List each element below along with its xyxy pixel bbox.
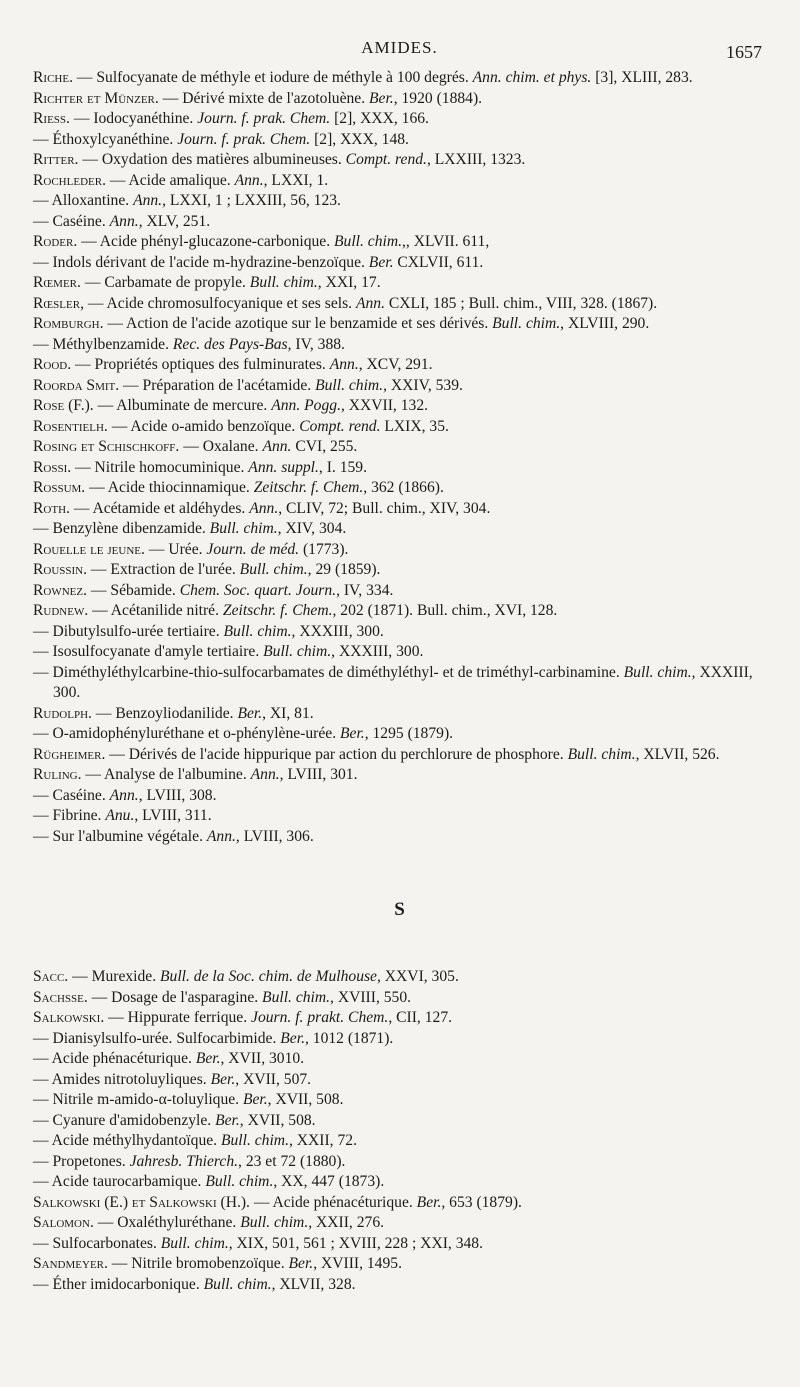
bibliography-entry <box>33 1070 766 1091</box>
entry-journal: Journ. de méd. <box>206 540 300 558</box>
bibliography-entry <box>33 212 766 233</box>
entry-title: — Nitrile bromobenzoïque. <box>107 1255 289 1272</box>
entry-title: — Oxalane. <box>179 438 263 455</box>
entry-journal: Ber. <box>237 704 263 722</box>
entry-journal: Ann. <box>355 294 385 312</box>
entry-title: — Acide méthylhydantoïque. <box>33 1132 221 1149</box>
entry-journal: Ber. <box>288 1255 314 1272</box>
bibliography-entry <box>33 191 766 212</box>
bibliography-entry <box>33 988 766 1009</box>
entry-journal: Ber. <box>215 1111 240 1129</box>
entry-author: Riche. <box>33 69 73 86</box>
bibliography-entry <box>33 253 766 274</box>
entry-author: Sacc. <box>33 968 69 985</box>
entry-reference: , LXXIII, 1323. <box>426 151 526 168</box>
entry-author: Roder. <box>33 233 78 250</box>
bibliography-entry <box>33 437 766 458</box>
entry-title: — Analyse de l'albumine. <box>81 766 251 783</box>
entry-author: Rudnew. <box>33 602 89 619</box>
entry-journal: Ber. <box>369 89 394 107</box>
entry-title: — Méthylbenzamide. <box>33 335 173 353</box>
entry-reference: , 1012 (1871). <box>304 1029 394 1047</box>
entry-journal: Bull. chim. <box>239 561 308 578</box>
bibliography-entry <box>33 1090 766 1111</box>
entry-reference: , LVIII, 301. <box>279 766 358 783</box>
entry-reference: , XVII, 3010. <box>220 1050 305 1067</box>
entry-title: — Benzoyliodanilide. <box>91 704 238 722</box>
bibliography-entry <box>33 745 766 766</box>
bibliography-entry <box>33 765 766 786</box>
entry-title: — Acide thiocinnamique. <box>85 479 254 496</box>
entry-title: — Acide phénacéturique. <box>33 1050 196 1067</box>
bibliography-entry <box>33 1131 766 1152</box>
entry-reference: [3], XLIII, 283. <box>591 69 693 86</box>
entry-title: — Acide amalique. <box>105 171 235 189</box>
bibliography-section-r <box>33 68 766 847</box>
entry-title: — O-amidophényluréthane et o-phénylène-urée. <box>33 725 340 742</box>
entry-journal: Ber. <box>242 1091 268 1108</box>
entry-title: — Cyanure d'amidobenzyle. <box>33 1111 216 1129</box>
entry-journal: Chem. Soc. quart. Journ. <box>179 581 337 599</box>
entry-reference: , XVIII, 550. <box>330 988 412 1006</box>
entry-journal: Bull. chim. <box>249 274 318 291</box>
entry-reference: , LXXI, 1. <box>263 171 329 189</box>
entry-reference: , XXXIII, 300. <box>53 663 753 701</box>
entry-reference: , XX, 447 (1873). <box>273 1173 385 1190</box>
entry-author: Rownez. <box>33 581 88 599</box>
entry-author: Richter et Münzer. <box>33 89 159 107</box>
entry-reference: , XXI, 17. <box>317 274 381 291</box>
entry-reference: LXIX, 35. <box>380 417 449 435</box>
entry-author: Rudolph. <box>33 704 92 722</box>
entry-author: Roorda Smit. <box>33 376 120 394</box>
entry-reference: , I. 159. <box>318 458 367 476</box>
entry-journal: Bull. chim. <box>567 745 636 763</box>
entry-title: — Préparation de l'acétamide. <box>119 376 316 394</box>
bibliography-entry <box>33 150 766 171</box>
entry-journal: Bull. de la Soc. chim. de Mulhouse <box>160 968 377 985</box>
entry-author: Rose <box>33 397 65 414</box>
entry-author: Rœmer. <box>33 274 81 291</box>
entry-journal: Ann. <box>133 192 163 209</box>
entry-reference: CXLVII, 611. <box>393 253 484 271</box>
entry-journal: Ber. <box>368 253 394 271</box>
bibliography-entry <box>33 642 766 663</box>
entry-journal: Journ. f. prak. Chem. <box>197 110 331 127</box>
bibliography-entry <box>33 1254 766 1275</box>
bibliography-entry <box>33 396 766 417</box>
entry-journal: Ann. <box>262 438 292 455</box>
bibliography-entry <box>33 704 766 725</box>
bibliography-entry <box>33 724 766 745</box>
bibliography-entry <box>33 499 766 520</box>
entry-author: Rochleder. <box>33 171 106 189</box>
entry-reference: , LVIII, 311. <box>134 807 212 824</box>
entry-title: — Murexide. <box>68 968 161 985</box>
bibliography-entry <box>33 130 766 151</box>
entry-journal: Bull. chim. <box>209 520 278 537</box>
entry-title: — Acétanilide nitré. <box>88 602 223 619</box>
entry-reference: , LVIII, 306. <box>235 827 314 845</box>
bibliography-entry <box>33 89 766 110</box>
entry-journal: Ann. <box>249 499 279 517</box>
bibliography-entry <box>33 314 766 335</box>
bibliography-entry <box>33 786 766 807</box>
entry-author: Rosing et Schischkoff. <box>33 438 180 455</box>
entry-title: — Acide phényl-glucazone-carbonique. <box>77 233 335 250</box>
bibliography-entry <box>33 1029 766 1050</box>
bibliography-entry <box>33 1172 766 1193</box>
entry-reference: , XXXIII, 300. <box>291 622 384 640</box>
bibliography-entry <box>33 519 766 540</box>
entry-journal: Anu. <box>105 807 135 824</box>
bibliography-entry <box>33 478 766 499</box>
bibliography-entry <box>33 806 766 827</box>
entry-reference: , 1920 (1884). <box>393 89 483 107</box>
entry-title: — Dosage de l'asparagine. <box>87 988 263 1006</box>
entry-journal: Jahresb. Thierch. <box>129 1152 239 1170</box>
bibliography-entry <box>33 1234 766 1255</box>
entry-reference: , XIV, 304. <box>277 520 347 537</box>
bibliography-entry <box>33 109 766 130</box>
entry-title: — Éthoxylcyanéthine. <box>33 130 178 148</box>
entry-title: — Acétamide et aldéhydes. <box>69 499 250 517</box>
entry-reference: , 653 (1879). <box>441 1193 522 1211</box>
entry-journal: Rec. des Pays-Bas <box>172 335 288 353</box>
entry-author: Ritter. <box>33 151 79 168</box>
entry-reference: , LVIII, 308. <box>138 786 217 804</box>
entry-title: — Dérivé mixte de l'azotoluène. <box>158 89 370 107</box>
entry-title: (F.). — Albuminate de mercure. <box>64 397 272 414</box>
bibliography-entry <box>33 967 766 988</box>
entry-author: Rossum. <box>33 479 86 496</box>
entry-reference: , XXVII, 132. <box>340 397 429 414</box>
entry-title: — Sulfocarbonates. <box>33 1234 161 1252</box>
entry-title: — Nitrile homocuminique. <box>71 458 249 476</box>
entry-title: — Oxaléthyluréthane. <box>93 1214 241 1231</box>
entry-journal: Ann. <box>109 786 139 804</box>
entry-title: — Caséine. <box>33 786 110 804</box>
entry-journal: Journ. f. prakt. Chem. <box>251 1009 389 1026</box>
entry-title: — Extraction de l'urée. <box>87 561 240 578</box>
bibliography-entry <box>33 581 766 602</box>
bibliography-entry <box>33 1008 766 1029</box>
entry-journal: Ann. <box>250 766 280 783</box>
entry-title: — Acide phénacéturique. <box>249 1193 417 1211</box>
entry-journal: Bull. chim. <box>492 315 561 332</box>
bibliography-entry <box>33 1111 766 1132</box>
entry-author: Rood. <box>33 356 72 373</box>
entry-reference: , XLVIII, 290. <box>560 315 650 332</box>
entry-title: — Oxydation des matières albumineuses. <box>78 151 346 168</box>
running-title: AMIDES. <box>361 38 438 57</box>
entry-reference: , XLV, 251. <box>138 212 211 230</box>
entry-journal: Bull. chim. <box>223 622 292 640</box>
entry-title: — Caséine. <box>33 212 110 230</box>
bibliography-entry <box>33 273 766 294</box>
bibliography-entry <box>33 355 766 376</box>
bibliography-entry <box>33 622 766 643</box>
bibliography-entry <box>33 417 766 438</box>
entry-title: — Hippurate ferrique. <box>104 1009 252 1026</box>
entry-reference: , CII, 127. <box>388 1009 453 1026</box>
entry-reference: [2], XXX, 148. <box>310 130 409 148</box>
entry-reference: , CLIV, 72; Bull. chim., XIV, 304. <box>278 499 491 517</box>
entry-title: — Propriétés optiques des fulminurates. <box>71 356 330 373</box>
entry-journal: Ann. <box>234 171 264 189</box>
entry-title: — Éther imidocarbonique. <box>33 1275 204 1293</box>
entry-reference: , XI, 81. <box>262 704 314 722</box>
entry-title: — Sur l'albumine végétale. <box>33 827 207 845</box>
entry-title: — Dérivés de l'acide hippurique par action du perchlorure de phosphore. <box>105 745 568 763</box>
entry-journal: Zeitschr. f. Chem. <box>253 479 364 496</box>
entry-journal: Compt. rend. <box>345 151 427 168</box>
entry-journal: Bull. chim. <box>262 988 331 1006</box>
entry-reference: , XVII, 508. <box>239 1111 316 1129</box>
entry-reference: , LXXI, 1 ; LXXIII, 56, 123. <box>162 192 341 209</box>
entry-title: — Dianisylsulfo-urée. Sulfocarbimide. <box>33 1029 281 1047</box>
entry-title: — Carbamate de propyle. <box>80 274 250 291</box>
bibliography-entry <box>33 540 766 561</box>
entry-journal: Bull. chim. <box>160 1234 229 1252</box>
entry-author: Salkowski. <box>33 1009 105 1026</box>
entry-reference: , XLVII, 328. <box>271 1275 356 1293</box>
entry-reference: [2], XXX, 166. <box>330 110 429 127</box>
section-letter: S <box>394 899 405 920</box>
bibliography-entry <box>33 1213 766 1234</box>
entry-journal: Bull. chim. <box>334 233 403 250</box>
entry-journal: Ann. suppl. <box>248 458 319 476</box>
bibliography-entry <box>33 827 766 848</box>
entry-reference: , XVII, 507. <box>235 1070 312 1088</box>
entry-author: Sachsse. <box>33 988 88 1006</box>
entry-reference: , XIX, 501, 561 ; XVIII, 228 ; XXI, 348. <box>228 1234 483 1252</box>
page-header <box>33 38 766 68</box>
entry-journal: Bull. chim. <box>240 1214 309 1231</box>
entry-author: Salkowski (E.) et Salkowski (H.). <box>33 1193 250 1211</box>
entry-author: Roussin. <box>33 561 88 578</box>
entry-author: Rossi. <box>33 458 72 476</box>
entry-author: Ruling. <box>33 766 82 783</box>
entry-journal: Zeitschr. f. Chem. <box>222 602 333 619</box>
entry-reference: , XLVII, 526. <box>635 745 720 763</box>
bibliography-entry <box>33 1152 766 1173</box>
bibliography-entry <box>33 68 766 89</box>
entry-journal: Ann. <box>329 356 359 373</box>
entry-journal: Ber. <box>210 1070 236 1088</box>
bibliography-entry <box>33 1049 766 1070</box>
entry-title: — Alloxantine. <box>33 192 134 209</box>
entry-title: — Action de l'acide azotique sur le benzamide et ses dérivés. <box>103 315 493 332</box>
entry-author: Roth. <box>33 499 70 517</box>
entry-title: — Acide chromosulfocyanique et ses sels. <box>83 294 356 312</box>
entry-journal: Ber. <box>416 1193 442 1211</box>
entry-reference: , 362 (1866). <box>363 479 444 496</box>
entry-reference: , XXII, 276. <box>308 1214 385 1231</box>
entry-title: — Sébamide. <box>87 581 180 599</box>
entry-journal: Bull. chim. <box>263 643 332 660</box>
entry-author: Sandmeyer. <box>33 1255 108 1272</box>
entry-reference: , XVIII, 1495. <box>313 1255 402 1272</box>
bibliography-entry <box>33 335 766 356</box>
entry-reference: , 23 et 72 (1880). <box>238 1152 346 1170</box>
bibliography-entry <box>33 1193 766 1214</box>
bibliography-section-s <box>33 967 766 1295</box>
entry-author: Romburgh. <box>33 315 104 332</box>
entry-title: — Acide o-amido benzoïque. <box>107 417 300 435</box>
bibliography-entry <box>33 376 766 397</box>
bibliography-entry <box>33 232 766 253</box>
entry-journal: Compt. rend. <box>299 417 381 435</box>
entry-reference: , 29 (1859). <box>307 561 381 578</box>
bibliography-entry <box>33 1275 766 1296</box>
entry-reference: , XXII, 72. <box>288 1132 357 1149</box>
entry-reference: , IV, 388. <box>287 335 345 353</box>
entry-title: — Sulfocyanate de méthyle et iodure de méthyle à 100 degrés. <box>72 69 473 86</box>
entry-journal: Ann. <box>206 827 236 845</box>
entry-title: — Diméthyléthylcarbine-thio-sulfocarbamates de diméthyléthyl- et de triméthyl-carbinamine. <box>33 663 624 681</box>
entry-reference: , XXXIII, 300. <box>331 643 424 660</box>
entry-reference: ,, XLVII. 611, <box>402 233 490 250</box>
entry-journal: Bull. chim. <box>315 376 384 394</box>
entry-title: — Acide taurocarbamique. <box>33 1173 206 1190</box>
bibliography-entry <box>33 171 766 192</box>
entry-author: Riess. <box>33 110 70 127</box>
bibliography-entry <box>33 560 766 581</box>
bibliography-entry <box>33 294 766 315</box>
entry-reference: , XCV, 291. <box>358 356 433 373</box>
entry-title: — Nitrile m-amido-α-toluylique. <box>33 1091 243 1108</box>
entry-journal: Bull. chim. <box>623 663 692 681</box>
entry-reference: CVI, 255. <box>291 438 358 455</box>
entry-title: — Indols dérivant de l'acide m-hydrazine-benzoïque. <box>33 253 369 271</box>
entry-journal: Bull. chim. <box>220 1132 289 1149</box>
entry-reference: , 202 (1871). Bull. chim., XVI, 128. <box>332 602 558 619</box>
bibliography-entry <box>33 663 766 704</box>
entry-author: Rouelle le jeune. <box>33 540 145 558</box>
entry-title: — Iodocyanéthine. <box>69 110 198 127</box>
entry-title: — Benzylène dibenzamide. <box>33 520 210 537</box>
entry-reference: , XXVI, 305. <box>376 968 459 985</box>
entry-reference: , IV, 334. <box>336 581 394 599</box>
entry-title: — Dibutylsulfo-urée tertiaire. <box>33 622 224 640</box>
entry-reference: CXLI, 185 ; Bull. chim., VIII, 328. (1867). <box>384 294 658 312</box>
page-number: 1657 <box>726 42 762 62</box>
entry-author: Rügheimer. <box>33 745 106 763</box>
entry-journal: Ber. <box>340 725 365 742</box>
entry-title: — Propetones. <box>33 1152 130 1170</box>
entry-author: Salomon. <box>33 1214 94 1231</box>
entry-reference: , XVII, 508. <box>267 1091 344 1108</box>
entry-journal: Ber. <box>195 1050 221 1067</box>
entry-journal: Ber. <box>280 1029 305 1047</box>
entry-title: — Isosulfocyanate d'amyle tertiaire. <box>33 643 264 660</box>
entry-journal: Ann. chim. et phys. <box>472 69 592 86</box>
entry-author: Rosentielh. <box>33 417 108 435</box>
entry-journal: Ann. <box>109 212 139 230</box>
entry-journal: Ann. Pogg. <box>271 397 341 414</box>
entry-title: — Fibrine. <box>33 807 106 824</box>
entry-reference: , XXIV, 539. <box>383 376 463 394</box>
entry-title: — Urée. <box>144 540 207 558</box>
entry-reference: (1773). <box>299 540 349 558</box>
entry-journal: Bull. chim. <box>205 1173 274 1190</box>
entry-author: Rœsler, <box>33 294 84 312</box>
entry-title: — Amides nitrotoluyliques. <box>33 1070 211 1088</box>
bibliography-entry <box>33 458 766 479</box>
entry-reference: , 1295 (1879). <box>364 725 454 742</box>
entry-journal: Journ. f. prak. Chem. <box>177 130 311 148</box>
bibliography-entry <box>33 601 766 622</box>
entry-journal: Bull. chim. <box>203 1275 272 1293</box>
